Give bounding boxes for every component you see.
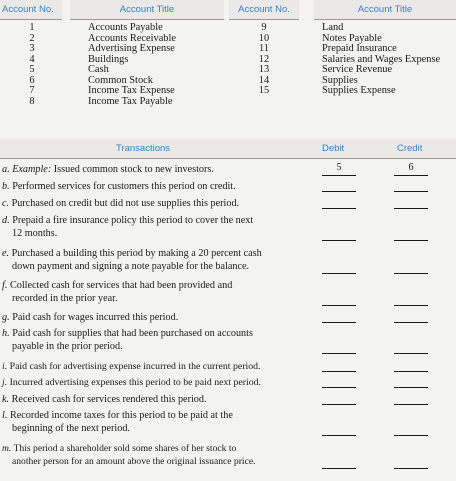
transaction-j [2, 376, 304, 389]
account-number: 4 [29, 53, 35, 65]
transaction-text: payable in the prior period. [12, 341, 123, 352]
transactions-header [0, 139, 456, 159]
credit-heading: Credit [397, 143, 423, 154]
debit-answer-line[interactable] [322, 191, 356, 192]
transaction-d [2, 214, 304, 240]
account-number: 13 [258, 64, 270, 75]
account-number: 6 [29, 74, 35, 86]
transaction-k [2, 393, 304, 406]
credit-answer-line[interactable] [394, 353, 428, 354]
transaction-text: another person for an amount above the original issuance price. [12, 456, 256, 467]
transaction-text: Paid cash for supplies that had been purchased on accounts [12, 328, 253, 339]
account-number: 2 [29, 32, 35, 44]
debit-answer-line[interactable] [322, 435, 356, 436]
transaction-text: Purchased on credit but did not use supplies this period. [11, 198, 240, 209]
debit-heading: Debit [322, 143, 345, 154]
transaction-letter: e. [2, 248, 10, 259]
account-title: Land [322, 22, 344, 33]
debit-answer-line[interactable] [322, 305, 356, 306]
account-title-header-left: Account Title [70, 0, 224, 20]
transaction-text: beginning of the next period. [12, 423, 130, 434]
credit-answer-line[interactable] [394, 387, 428, 388]
transaction-letter: g. [2, 312, 10, 323]
account-title: Cash [88, 64, 109, 75]
account-numbers-right [252, 23, 276, 97]
transaction-letter: c. [2, 198, 10, 209]
credit-answer-line[interactable] [394, 175, 428, 176]
account-no-header-right: Account No. [229, 0, 299, 20]
transaction-c [2, 197, 304, 210]
transaction-b [2, 180, 304, 193]
transaction-letter: k. [2, 394, 10, 405]
account-title: Advertising Expense [88, 43, 175, 54]
debit-answer-line[interactable] [322, 322, 356, 323]
account-title: Accounts Receivable [88, 32, 176, 44]
account-title: Accounts Payable [88, 22, 163, 33]
example-debit-value: 5 [336, 162, 342, 173]
transaction-l [2, 409, 304, 435]
transactions-heading: Transactions [116, 143, 171, 154]
account-number: 9 [261, 22, 267, 33]
debit-answer-line[interactable] [322, 208, 356, 209]
account-number: 15 [258, 85, 270, 96]
credit-answer-line[interactable] [394, 435, 428, 436]
account-title: Buildings [88, 53, 129, 65]
transaction-letter: a. [2, 164, 10, 175]
credit-answer-line[interactable] [394, 191, 428, 192]
transaction-text: Paid cash for wages incurred this period. [12, 312, 179, 323]
credit-answer-line[interactable] [394, 273, 428, 274]
transaction-f [2, 279, 304, 305]
account-number: 10 [258, 32, 270, 44]
account-title: Salaries and Wages Expense [322, 53, 441, 65]
example-prefix: Example: [12, 164, 52, 175]
transaction-m [2, 442, 304, 468]
transaction-text: Prepaid a fire insurance policy this period to cover the next [12, 215, 254, 226]
transaction-e [2, 247, 304, 273]
debit-answer-line[interactable] [322, 175, 356, 176]
account-number: 8 [29, 95, 35, 107]
transaction-text: This period a shareholder sold some shares of her stock to [13, 443, 237, 454]
account-title: Supplies [322, 74, 358, 86]
account-title: Service Revenue [322, 64, 393, 75]
transaction-i [2, 360, 304, 373]
debit-answer-line[interactable] [322, 404, 356, 405]
transaction-text: Recorded income taxes for this period to be paid at the [9, 410, 233, 421]
account-number: 3 [29, 43, 35, 54]
credit-answer-line[interactable] [394, 404, 428, 405]
transaction-letter: i. [2, 361, 8, 372]
account-titles-left [88, 23, 176, 107]
debit-answer-line[interactable] [322, 387, 356, 388]
debit-answer-line[interactable] [322, 273, 356, 274]
account-number: 7 [29, 85, 35, 96]
account-title: Notes Payable [322, 32, 382, 44]
transaction-text: Incurred advertising expenses this period to be paid next period. [9, 377, 262, 388]
account-title: Common Stock [88, 74, 153, 86]
credit-answer-line[interactable] [394, 371, 428, 372]
account-numbers-left [20, 23, 44, 107]
transaction-text: Performed services for customers this period on credit. [12, 181, 236, 192]
account-number: 11 [258, 43, 269, 54]
credit-answer-line[interactable] [394, 468, 428, 469]
account-number: 14 [258, 74, 270, 86]
transaction-text: Purchased a building this period by making a 20 percent cash [11, 248, 262, 259]
account-number: 12 [258, 53, 270, 65]
account-title: Prepaid Insurance [322, 43, 397, 54]
transaction-letter: m. [2, 443, 12, 454]
account-no-header-left: Account No. [0, 0, 62, 20]
debit-answer-line[interactable] [322, 353, 356, 354]
transaction-text: Collected cash for services that had been provided and [9, 280, 233, 291]
credit-answer-line[interactable] [394, 322, 428, 323]
debit-answer-line[interactable] [322, 371, 356, 372]
transaction-text: Issued common stock to new investors. [53, 164, 214, 175]
account-title: Income Tax Expense [88, 85, 175, 96]
transaction-g [2, 311, 304, 324]
transaction-letter: h. [2, 328, 10, 339]
example-credit-value: 6 [408, 162, 414, 173]
transaction-letter: b. [2, 181, 10, 192]
debit-answer-line[interactable] [322, 468, 356, 469]
transaction-text: Received cash for services rendered this period. [11, 394, 207, 405]
account-title: Income Tax Payable [88, 95, 173, 107]
credit-answer-line[interactable] [394, 305, 428, 306]
transaction-text: 12 months. [12, 228, 58, 239]
transaction-example [2, 163, 304, 176]
credit-answer-line[interactable] [394, 208, 428, 209]
account-titles-right [322, 23, 440, 97]
debit-answer-line[interactable] [322, 240, 356, 241]
transaction-letter: l. [2, 410, 8, 421]
transaction-h [2, 327, 304, 353]
transaction-letter: j. [2, 377, 8, 388]
account-title-header-right: Account Title [314, 0, 456, 20]
credit-answer-line[interactable] [394, 240, 428, 241]
account-number: 1 [29, 22, 35, 33]
account-number: 5 [29, 64, 35, 75]
transaction-text: recorded in the prior year. [12, 293, 118, 304]
transaction-letter: d. [2, 215, 10, 226]
transaction-text: Paid cash for advertising expense incurred in the current period. [9, 361, 261, 372]
transaction-text: down payment and signing a note payable for the balance. [12, 261, 250, 272]
transaction-letter: f. [2, 280, 8, 291]
account-title: Supplies Expense [322, 85, 396, 96]
